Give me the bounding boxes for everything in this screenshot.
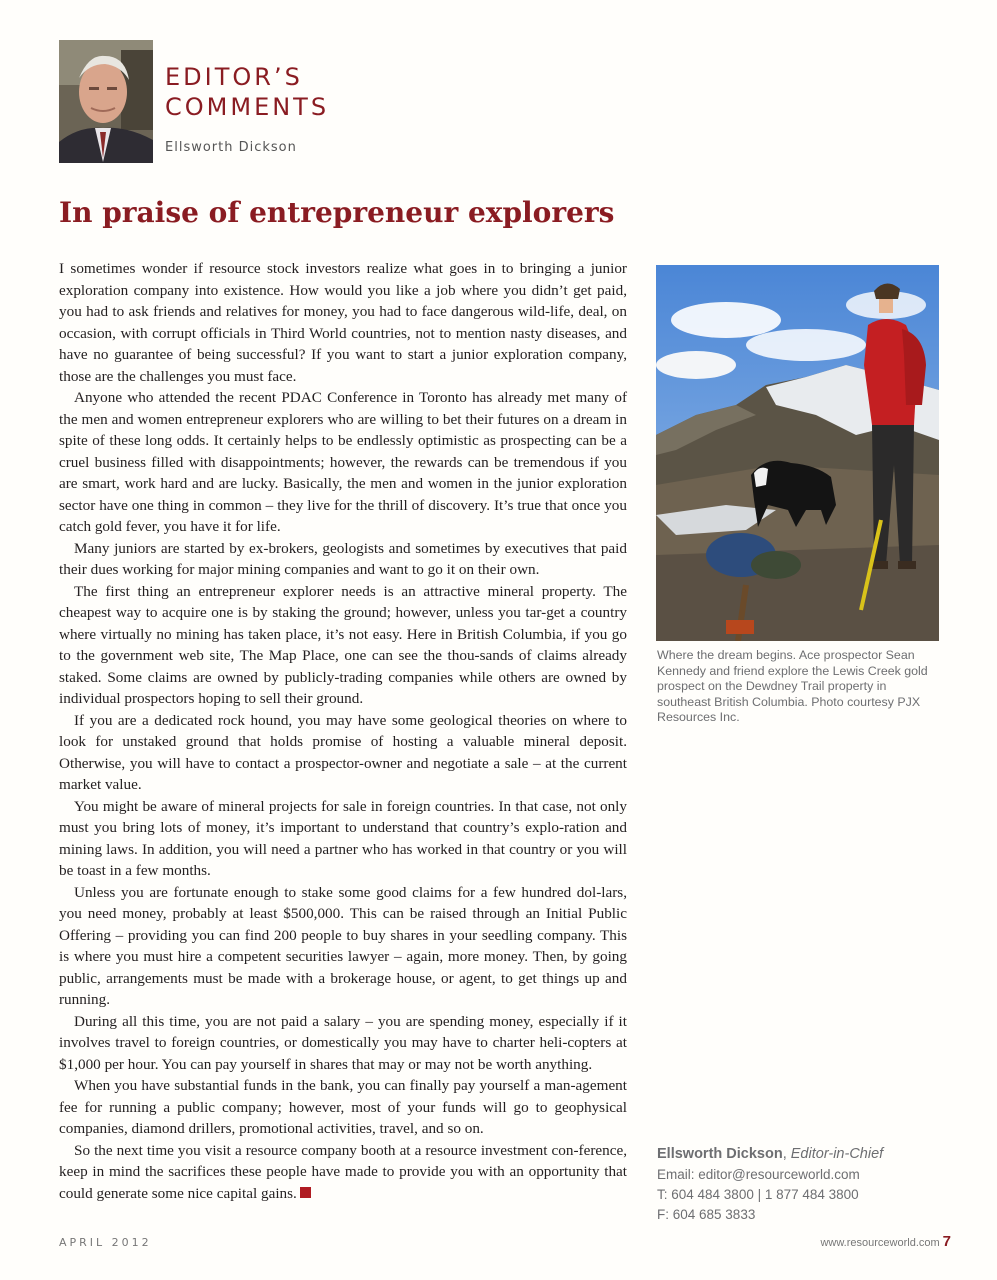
article-paragraph-7: Unless you are fortunate enough to stake some good claims for a few hundred dol-lars, you need money, probably at least $500,000. This can be raised through an Initial Public Offering – providing you can find 200 people to buy shares in your seedling company. This is where you must hire a competent securities lawyer – again, more money. Then, by going public, arrangements must be made with a brokerage house, or agent, to get things up and running. [59, 883, 627, 1008]
editor-signoff [657, 1144, 957, 1225]
section-title [165, 62, 329, 122]
article-paragraph-3: Many juniors are started by ex-brokers, geologists and sometimes by executives that paid their dues working for major mining companies and want to go it on their own. [59, 539, 627, 578]
article-photo [656, 265, 939, 641]
signoff-fax: F: 604 685 3833 [657, 1207, 756, 1222]
article-paragraph-10 [59, 1140, 627, 1205]
signoff-phone: T: 604 484 3800 | 1 877 484 3800 [657, 1187, 859, 1202]
article-paragraph-10-text: So the next time you visit a resource company booth at a resource investment con-ference, keep in mind the sacrifices these people have made to provide you with an opportunity that could generate some nice capital gains. [59, 1141, 627, 1202]
signoff-role: Editor-in-Chief [790, 1146, 884, 1162]
article-paragraph-6: You might be aware of mineral projects for sale in foreign countries. In that case, not only must you bring lots of money, it’s important to understand that country’s explo-ration and mining laws. In addition, you will need a partner who has worked in that country or you will be toast in a few months. [59, 797, 627, 879]
end-of-article-mark [300, 1187, 311, 1198]
article-paragraph-5: If you are a dedicated rock hound, you may have some geological theories on where to look for unstaked ground that holds promise of hosting a valuable mineral deposit. Otherwise, you will have to contact a prospector-owner and negotiate a sale – at the current market value. [59, 711, 627, 793]
article-paragraph-8: During all this time, you are not paid a salary – you are spending money, especially if it involves travel to foreign countries, or domestically you may have to charter heli-copters at $1,000 per hour. You can pay yourself in shares that may or may not be worth anything. [59, 1012, 627, 1073]
article-headline: In praise of entrepreneur explorers [59, 196, 615, 229]
signoff-name-line: Ellsworth Dickson, Editor-in-Chief [657, 1146, 884, 1162]
section-title-line-1: EDITOR’S [165, 63, 303, 91]
signoff-email: Email: editor@resourceworld.com [657, 1167, 860, 1182]
footer-website: www.resourceworld.com [820, 1237, 940, 1249]
footer-issue-date: APRIL 2012 [59, 1236, 152, 1249]
article-paragraph-9: When you have substantial funds in the bank, you can finally pay yourself a man-agement fee for running a public company; however, most of your funds will go to geophysical companies, diamond drillers, promotional activities, travel, and so on. [59, 1077, 627, 1137]
footer-right [820, 1233, 951, 1251]
article-paragraph-2: Anyone who attended the recent PDAC Conference in Toronto has already met many of the men and women entrepreneur explorers who are willing to bet their futures on a dream in spite of these long odds. It certainly helps to be endlessly optimistic as prospecting can be a cruel business filled with disappointments; however, the rewards can be tremendous if you are smart, work hard and are lucky. Basically, the men and women in the junior exploration sector have one thing in common – they live for the thrill of discovery. It’s true that once you catch gold fever, you have it for life. [59, 389, 627, 535]
page-number: 7 [942, 1233, 951, 1250]
author-portrait [59, 40, 153, 163]
section-title-line-2: COMMENTS [165, 93, 330, 121]
article-paragraph-4: The first thing an entrepreneur explorer needs is an attractive mineral property. The cheapest way to acquire one is by staking the ground; however, unless you tar-get a country where virtually no mining has taken place, it’s not easy. Here in British Columbia, if you go to the government web site, The Map Place, one can see the thou-sands of claims already staked. Some claims are owned by publicly-trading companies while others are owned by individual prospectors hoping to sell their ground. [59, 582, 627, 707]
article-body [59, 258, 627, 1204]
signoff-name: Ellsworth Dickson [657, 1146, 783, 1162]
article-paragraph-1: I sometimes wonder if resource stock investors realize what goes in to bringing a junior exploration company into existence. How would you like a job where you didn’t get paid, you had to ask friends and relatives for money, you had to face dangerous wild-life, deal, on occasion, with corrupt officials in Third World countries, not to mention nasty diseases, and have no guarantee of being successful? If you want to start a junior exploration company, those are the challenges you must face. [59, 260, 627, 385]
header-author-name: Ellsworth Dickson [165, 140, 297, 155]
photo-caption: Where the dream begins. Ace prospector Sean Kennedy and friend explore the Lewis Creek gold prospect on the Dewdney Trail property in southeast British Columbia. Photo courtesy PJX Resources Inc. [657, 648, 928, 724]
